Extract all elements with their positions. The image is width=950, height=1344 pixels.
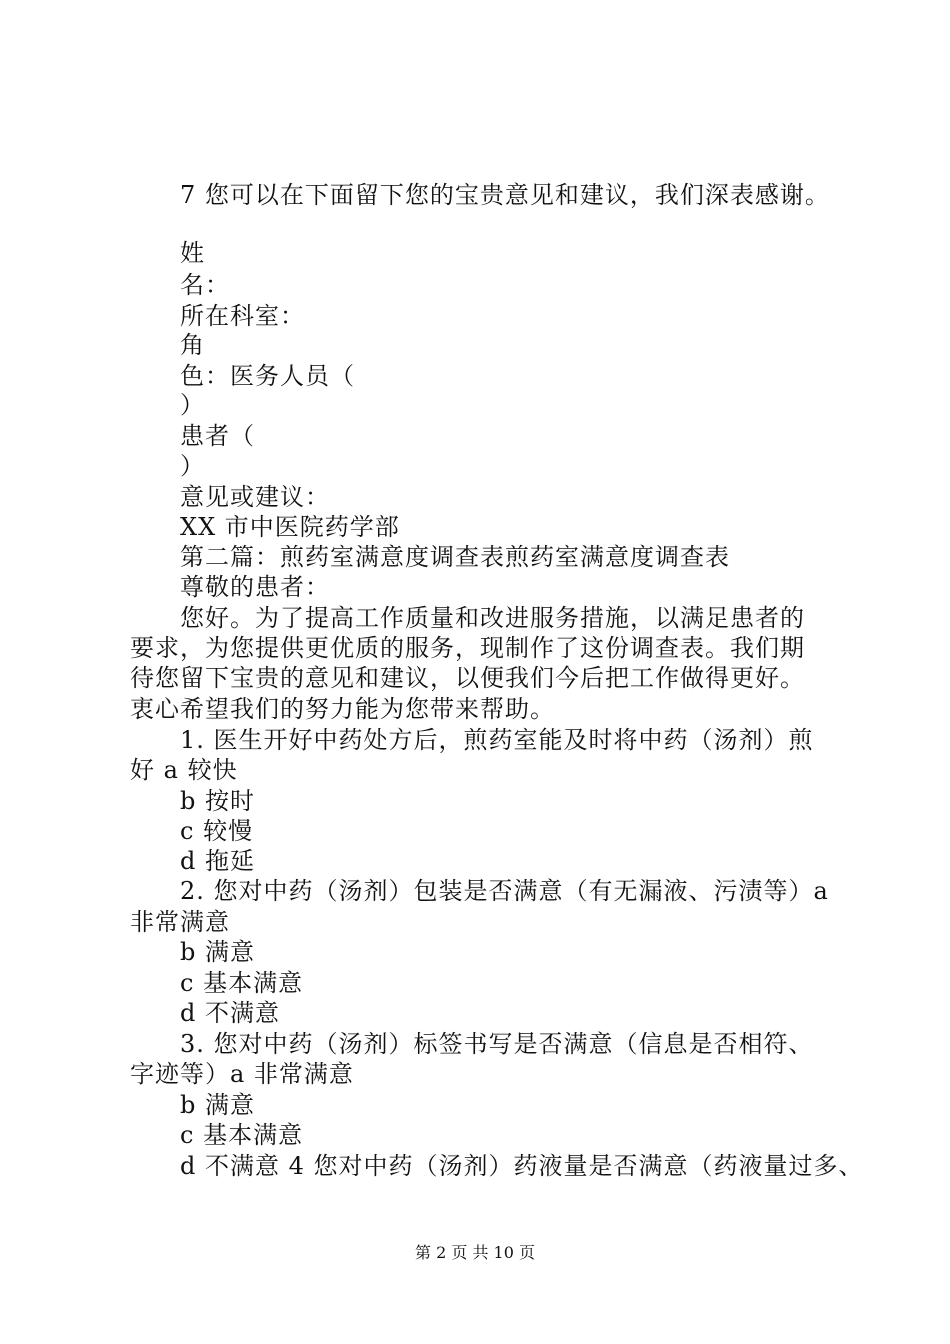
question-line: 2. 您对中药（汤剂）包装是否满意（有无漏液、污渍等）a bbox=[180, 877, 829, 905]
question-line: 1. 医生开好中药处方后，煎药室能及时将中药（汤剂）煎 bbox=[180, 726, 814, 754]
option-line: d 不满意 bbox=[180, 999, 280, 1027]
page-footer: 第 2 页 共 10 页 bbox=[415, 1243, 535, 1262]
text-line: ） bbox=[180, 452, 205, 480]
text-line: 待您留下宝贵的意见和建议，以便我们今后把工作做得更好。 bbox=[130, 664, 805, 692]
option-line: c 基本满意 bbox=[180, 969, 304, 997]
text-line: 色：医务人员（ bbox=[180, 362, 355, 390]
text-line: 角 bbox=[180, 331, 205, 359]
text-line: 非常满意 bbox=[130, 908, 230, 936]
text-line: 字迹等）a 非常满意 bbox=[130, 1060, 354, 1088]
text-line: XX 市中医院药学部 bbox=[180, 513, 400, 541]
option-line: b 满意 bbox=[180, 1091, 255, 1119]
text-line: 好 a 较快 bbox=[130, 756, 238, 784]
text-line: 所在科室： bbox=[180, 302, 305, 330]
option-line: c 基本满意 bbox=[180, 1121, 304, 1149]
option-line: b 按时 bbox=[180, 787, 255, 815]
option-line: d 拖延 bbox=[180, 847, 255, 875]
text-line: 7 您可以在下面留下您的宝贵意见和建议，我们深表感谢。 bbox=[180, 181, 830, 209]
text-line: 意见或建议： bbox=[180, 483, 330, 511]
text-line: ） bbox=[180, 391, 205, 419]
option-line: c 较慢 bbox=[180, 817, 254, 845]
text-line: 衷心希望我们的努力能为您带来帮助。 bbox=[130, 695, 555, 723]
text-line: 要求，为您提供更优质的服务，现制作了这份调查表。我们期 bbox=[130, 634, 805, 662]
option-line: d 不满意 4 您对中药（汤剂）药液量是否满意（药液量过多、 bbox=[180, 1152, 864, 1180]
text-line: 名： bbox=[180, 271, 230, 299]
text-line: 姓 bbox=[180, 239, 205, 267]
text-line: 尊敬的患者： bbox=[180, 573, 330, 601]
text-line: 您好。为了提高工作质量和改进服务措施，以满足患者的 bbox=[180, 604, 805, 632]
question-line: 3. 您对中药（汤剂）标签书写是否满意（信息是否相符、 bbox=[180, 1030, 814, 1058]
section-heading: 第二篇：煎药室满意度调查表煎药室满意度调查表 bbox=[180, 543, 730, 571]
text-line: 患者（ bbox=[180, 422, 255, 450]
option-line: b 满意 bbox=[180, 938, 255, 966]
